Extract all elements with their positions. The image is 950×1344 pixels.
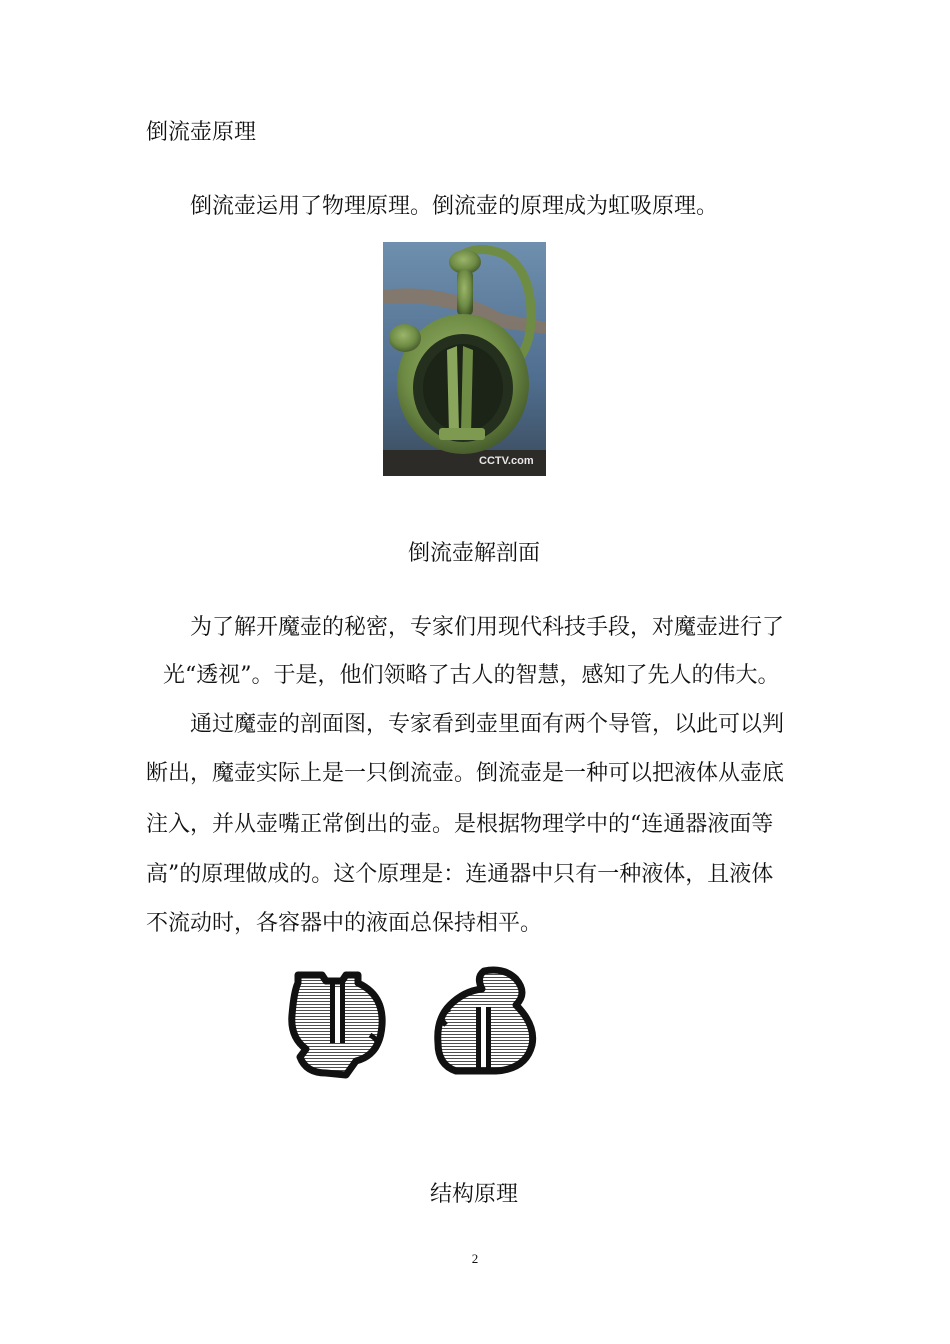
- diagram-left-pot: [292, 975, 382, 1075]
- structure-diagram: [286, 965, 546, 1080]
- page-number: 2: [471, 1251, 479, 1266]
- intro-paragraph: 倒流壶运用了物理原理。倒流壶的原理成为虹吸原理。: [190, 194, 719, 219]
- photo-watermark: CCTV.com: [479, 455, 534, 467]
- paragraph-2-line-3: 注入，并从壶嘴正常倒出的壶。是根据物理学中的“连通器液面等: [146, 812, 774, 837]
- teapot-cross-section-photo: [383, 242, 546, 476]
- photo-caption: 倒流壶解剖面: [408, 541, 541, 566]
- paragraph-1-line-2: 光“透视”。于是，他们领略了古人的智慧，感知了先人的伟大。: [163, 663, 780, 688]
- paragraph-2-line-2: 断出，魔壶实际上是一只倒流壶。倒流壶是一种可以把液体从壶底: [146, 761, 785, 786]
- paragraph-1-line-1: 为了解开魔壶的秘密，专家们用现代科技手段，对魔壶进行了: [190, 615, 785, 640]
- paragraph-2-line-4: 高”的原理做成的。这个原理是：连通器中只有一种液体，且液体: [146, 862, 774, 887]
- heading: 倒流壶原理: [146, 120, 257, 145]
- paragraph-2-line-5: 不流动时，各容器中的液面总保持相平。: [146, 911, 543, 936]
- diagram-caption: 结构原理: [430, 1182, 519, 1207]
- paragraph-2-line-1: 通过魔壶的剖面图，专家看到壶里面有两个导管，以此可以判: [190, 712, 785, 737]
- diagram-right-pot: [438, 970, 533, 1071]
